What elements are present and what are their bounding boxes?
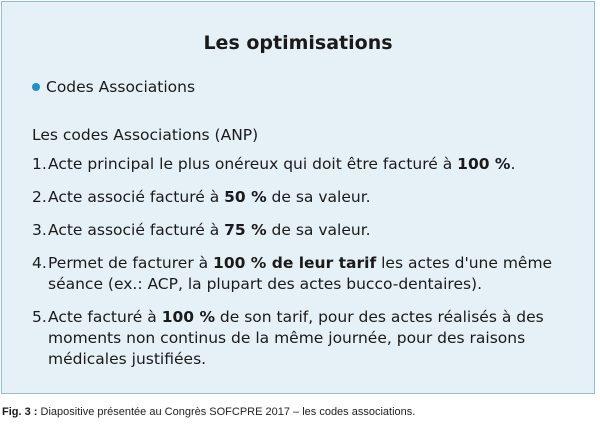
list-item-text: [48, 307, 582, 370]
list-item: [32, 307, 582, 370]
list-item-text: [48, 187, 582, 208]
plain-text: Acte associé facturé à: [48, 188, 225, 206]
emphasis-text: 50 %: [224, 188, 267, 206]
bullet-dot-icon: [32, 83, 40, 91]
plain-text: de sa valeur.: [266, 221, 371, 239]
plain-text: de sa valeur.: [266, 188, 371, 206]
numbered-list: [32, 154, 582, 382]
list-item: [32, 154, 582, 175]
list-item-number: 3.: [32, 221, 47, 239]
list-item: [32, 220, 582, 241]
plain-text: Permet de facturer à: [48, 254, 214, 272]
list-item: [32, 253, 582, 295]
slide-panel: [1, 1, 595, 394]
list-item-number: 2.: [32, 188, 47, 206]
figure-caption: [2, 406, 415, 418]
plain-text: Acte facturé à: [48, 308, 162, 326]
list-item: [32, 187, 582, 208]
plain-text: de son tarif, pour des actes réalisés à des moments non continus de la même journée, pour des raisons médicales justifiées.: [48, 308, 544, 368]
emphasis-text: 75 %: [224, 221, 267, 239]
plain-text: Acte principal le plus onéreux qui doit être facturé à: [48, 155, 458, 173]
plain-text: Acte associé facturé à: [48, 221, 225, 239]
plain-text: les actes d'une même séance (ex.: ACP, la plupart des actes bucco-dentaires).: [48, 254, 553, 293]
emphasis-text: 100 % de leur tarif: [213, 254, 377, 272]
subheading: Les codes Associations (ANP): [32, 126, 259, 144]
list-item-number: 5.: [32, 308, 47, 326]
list-item-text: [48, 154, 582, 175]
caption-text: Diapositive présentée au Congrès SOFCPRE 2017 – les codes associations.: [37, 406, 416, 418]
list-item-text: [48, 253, 582, 295]
emphasis-text: 100 %: [161, 308, 215, 326]
plain-text: .: [510, 155, 516, 173]
bullet-label: Codes Associations: [46, 78, 196, 96]
slide-title: Les optimisations: [203, 32, 393, 54]
list-item-number: 1.: [32, 155, 47, 173]
caption-label: Fig. 3 :: [2, 406, 38, 418]
bullet-codes-associations: [32, 78, 195, 96]
list-item-text: [48, 220, 582, 241]
emphasis-text: 100 %: [457, 155, 511, 173]
list-item-number: 4.: [32, 254, 47, 272]
